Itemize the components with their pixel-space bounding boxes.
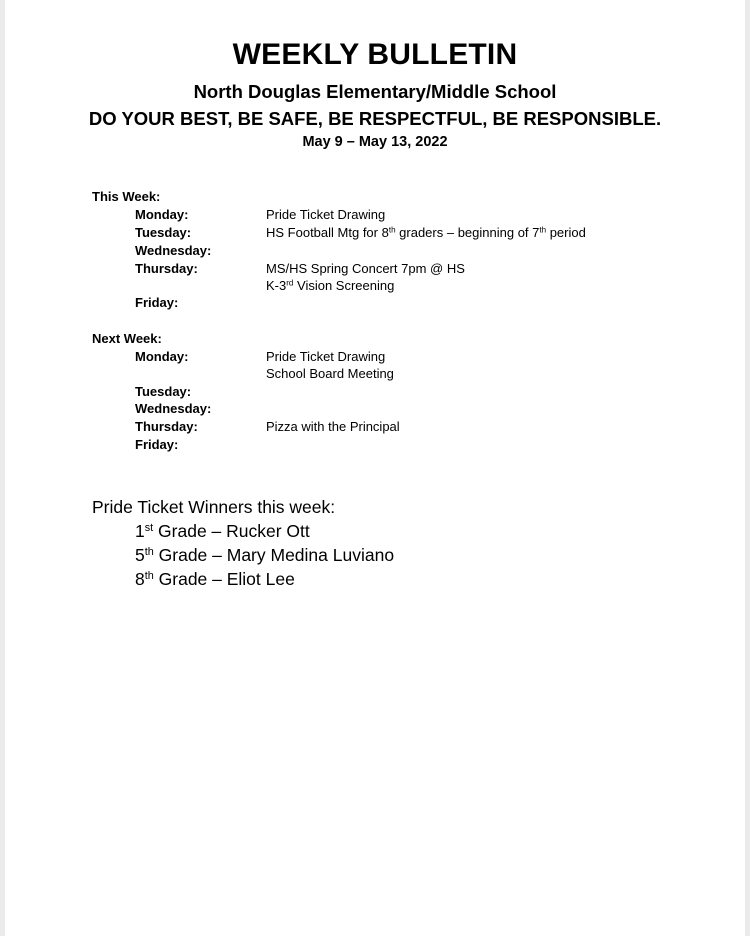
this-week-tuesday-event <box>266 225 586 240</box>
event-text: Vision Screening <box>293 278 395 293</box>
this-week-label: This Week: <box>92 189 161 204</box>
this-week-thursday-event-1: MS/HS Spring Concert 7pm @ HS <box>266 261 465 276</box>
next-week-monday-day: Monday: <box>135 349 189 364</box>
bulletin-title: WEEKLY BULLETIN <box>232 38 518 71</box>
winner-line <box>135 521 310 542</box>
school-motto: DO YOUR BEST, BE SAFE, BE RESPECTFUL, BE RESPONSIBLE. <box>88 108 662 129</box>
event-text: K-3 <box>266 278 287 293</box>
this-week-monday-day: Monday: <box>135 207 189 222</box>
this-week-thursday-event-2 <box>266 278 394 293</box>
winner-text: Grade – Eliot Lee <box>153 569 295 589</box>
this-week-friday-day: Friday: <box>135 295 179 310</box>
winner-line <box>135 569 295 590</box>
winners-title: Pride Ticket Winners this week: <box>92 497 336 517</box>
bulletin-dates: May 9 – May 13, 2022 <box>302 134 448 150</box>
ordinal-suffix: th <box>388 225 396 235</box>
next-week-monday-event-1: Pride Ticket Drawing <box>266 349 386 364</box>
winner-text: Grade – Rucker Ott <box>153 521 310 541</box>
schedule <box>5 0 745 470</box>
event-text: period <box>546 225 586 240</box>
school-name: North Douglas Elementary/Middle School <box>193 81 557 102</box>
grade-number: 5 <box>135 545 145 565</box>
ordinal-suffix: rd <box>286 278 294 288</box>
event-text: HS Football Mtg for 8 <box>266 225 389 240</box>
next-week-tuesday-day: Tuesday: <box>135 384 192 399</box>
next-week-thursday-day: Thursday: <box>135 419 198 434</box>
next-week-thursday-event: Pizza with the Principal <box>266 419 400 434</box>
ordinal-suffix: st <box>144 522 154 535</box>
bulletin-page <box>5 0 745 936</box>
grade-number: 8 <box>135 569 145 589</box>
this-week-wednesday-day: Wednesday: <box>135 243 212 258</box>
this-week-monday-event: Pride Ticket Drawing <box>266 207 386 222</box>
ordinal-suffix: th <box>539 225 547 235</box>
next-week-wednesday-day: Wednesday: <box>135 401 212 416</box>
winner-line <box>135 545 394 566</box>
next-week-monday-event-2: School Board Meeting <box>266 366 394 381</box>
next-week-friday-day: Friday: <box>135 437 179 452</box>
ordinal-suffix: th <box>144 570 154 583</box>
grade-number: 1 <box>135 521 145 541</box>
winner-text: Grade – Mary Medina Luviano <box>153 545 395 565</box>
event-text: graders – beginning of 7 <box>395 225 540 240</box>
this-week-tuesday-day: Tuesday: <box>135 225 192 240</box>
ordinal-suffix: th <box>144 546 154 559</box>
this-week-thursday-day: Thursday: <box>135 261 198 276</box>
next-week-label: Next Week: <box>92 331 162 346</box>
